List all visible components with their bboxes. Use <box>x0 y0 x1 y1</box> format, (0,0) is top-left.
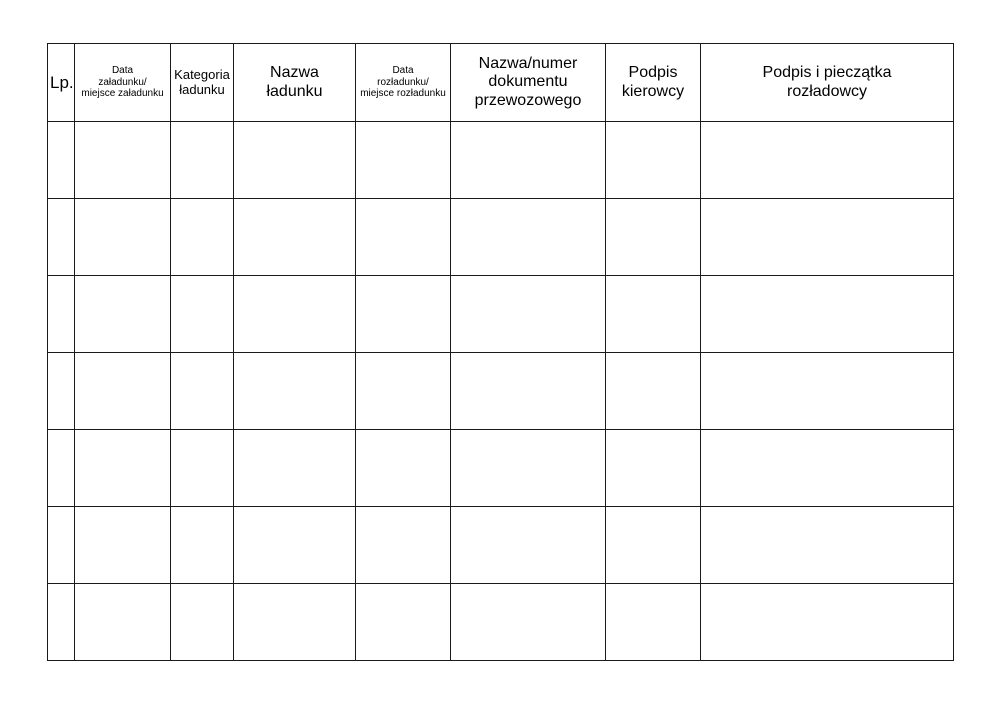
header-loading-date-place: Data załadunku/ miejsce załadunku <box>75 44 171 122</box>
table-cell[interactable] <box>171 507 234 584</box>
table-row <box>48 122 954 199</box>
table-cell[interactable] <box>48 199 75 276</box>
table-cell[interactable] <box>451 507 606 584</box>
table-cell[interactable] <box>48 584 75 661</box>
table-row <box>48 276 954 353</box>
table-cell[interactable] <box>171 122 234 199</box>
table-cell[interactable] <box>356 584 451 661</box>
table-cell[interactable] <box>48 507 75 584</box>
table-cell[interactable] <box>606 199 701 276</box>
table-cell[interactable] <box>356 199 451 276</box>
table-cell[interactable] <box>75 430 171 507</box>
header-transport-document: Nazwa/numer dokumentu przewozowego <box>451 44 606 122</box>
table-cell[interactable] <box>171 353 234 430</box>
table-cell[interactable] <box>701 199 954 276</box>
table-cell[interactable] <box>48 276 75 353</box>
header-unloading-date-place: Data rozładunku/ miejsce rozładunku <box>356 44 451 122</box>
table-cell[interactable] <box>606 122 701 199</box>
table-cell[interactable] <box>234 430 356 507</box>
table-cell[interactable] <box>75 353 171 430</box>
table-cell[interactable] <box>606 353 701 430</box>
table-cell[interactable] <box>171 430 234 507</box>
table-cell[interactable] <box>234 199 356 276</box>
table-cell[interactable] <box>451 430 606 507</box>
table-cell[interactable] <box>234 353 356 430</box>
table-cell[interactable] <box>701 353 954 430</box>
table-cell[interactable] <box>234 507 356 584</box>
table-cell[interactable] <box>75 584 171 661</box>
table-cell[interactable] <box>234 122 356 199</box>
table-cell[interactable] <box>606 430 701 507</box>
table-cell[interactable] <box>606 584 701 661</box>
table-cell[interactable] <box>356 430 451 507</box>
table-cell[interactable] <box>356 353 451 430</box>
table-cell[interactable] <box>606 276 701 353</box>
table-cell[interactable] <box>75 122 171 199</box>
table-cell[interactable] <box>451 353 606 430</box>
header-row <box>48 44 954 122</box>
table-row <box>48 507 954 584</box>
table-body <box>48 122 954 661</box>
table-cell[interactable] <box>171 584 234 661</box>
table-cell[interactable] <box>701 122 954 199</box>
table-row <box>48 584 954 661</box>
header-cargo-name: Nazwa ładunku <box>234 44 356 122</box>
table-cell[interactable] <box>75 199 171 276</box>
table-cell[interactable] <box>451 122 606 199</box>
table-cell[interactable] <box>701 584 954 661</box>
table-cell[interactable] <box>48 430 75 507</box>
table-cell[interactable] <box>451 199 606 276</box>
cargo-log-table <box>47 43 954 661</box>
table-cell[interactable] <box>171 199 234 276</box>
table-cell[interactable] <box>234 584 356 661</box>
table-row <box>48 430 954 507</box>
table-cell[interactable] <box>451 276 606 353</box>
table-cell[interactable] <box>48 122 75 199</box>
table-cell[interactable] <box>701 507 954 584</box>
table-cell[interactable] <box>171 276 234 353</box>
table-cell[interactable] <box>606 507 701 584</box>
table-cell[interactable] <box>356 276 451 353</box>
table-cell[interactable] <box>234 276 356 353</box>
table-cell[interactable] <box>451 584 606 661</box>
table-cell[interactable] <box>356 122 451 199</box>
table-cell[interactable] <box>48 353 75 430</box>
header-unloader-signature-stamp: Podpis i pieczątka rozładowcy <box>701 44 954 122</box>
header-driver-signature: Podpis kierowcy <box>606 44 701 122</box>
table-cell[interactable] <box>75 276 171 353</box>
table-cell[interactable] <box>75 507 171 584</box>
table-cell[interactable] <box>356 507 451 584</box>
header-cargo-category: Kategoria ładunku <box>171 44 234 122</box>
table-cell[interactable] <box>701 276 954 353</box>
table-cell[interactable] <box>701 430 954 507</box>
table-row <box>48 353 954 430</box>
header-lp: Lp. <box>48 44 75 122</box>
table-row <box>48 199 954 276</box>
